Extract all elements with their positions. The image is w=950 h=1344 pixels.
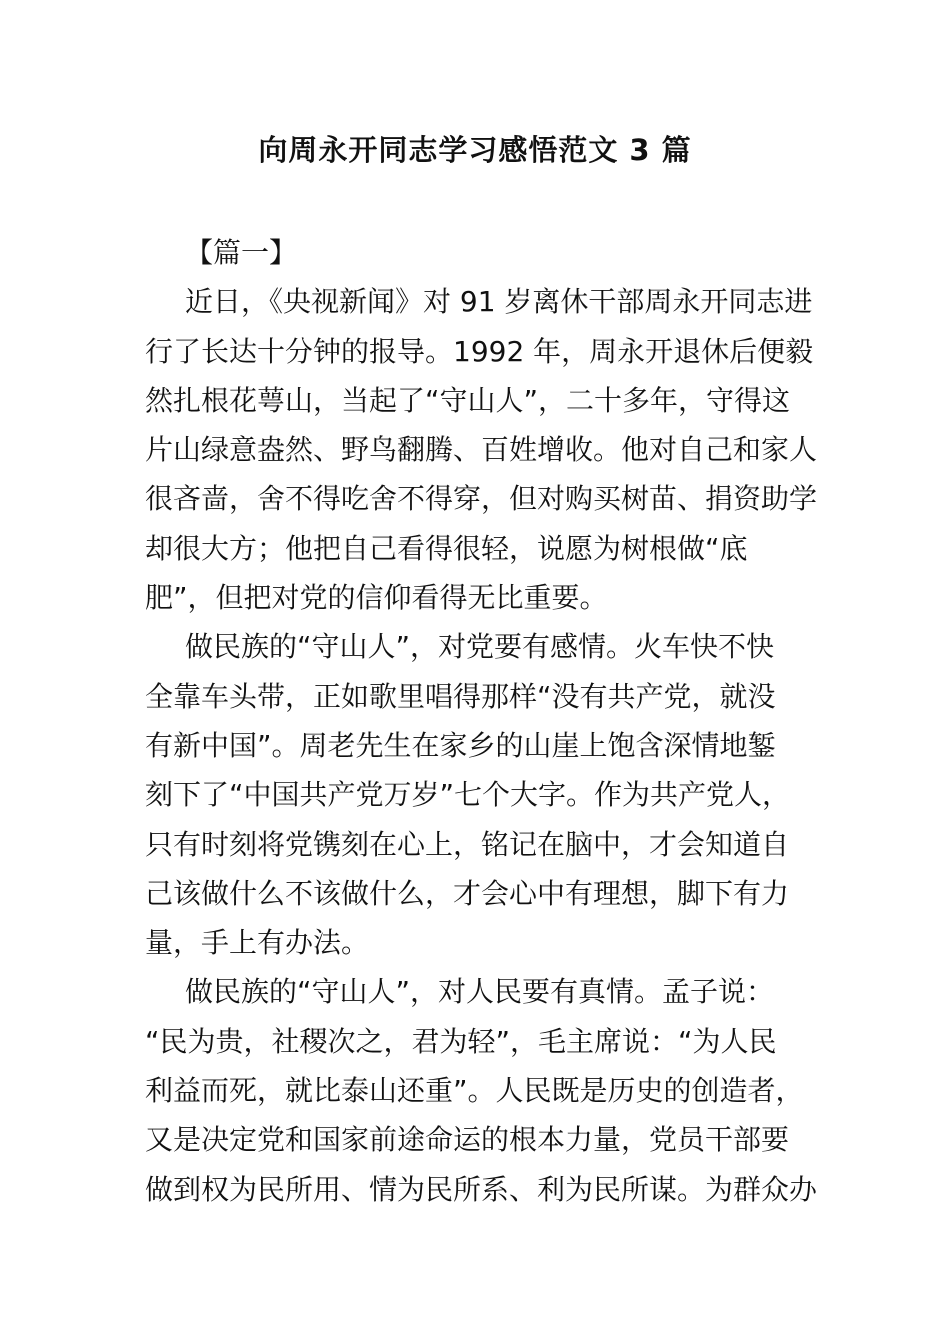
text-line: 刻下了“中国共产党万岁”七个大字。作为共产党人， bbox=[145, 778, 791, 812]
text-line: 肥”，但把对党的信仰看得无比重要。 bbox=[145, 581, 608, 615]
text-line: 很吝啬，舍不得吃舍不得穿，但对购买树苗、捐资助学 bbox=[145, 482, 818, 516]
text-line: 行了长达十分钟的报导。1992 年，周永开退休后便毅 bbox=[145, 334, 814, 368]
paragraph-2 bbox=[145, 622, 815, 967]
text-line: “民为贵，社稷次之，君为轻”，毛主席说：“为人民 bbox=[145, 1024, 777, 1058]
text-line: 己该做什么不该做什么，才会心中有理想，脚下有力 bbox=[145, 876, 790, 910]
text-line: 却很大方；他把自己看得很轻，说愿为树根做“底 bbox=[145, 531, 748, 565]
text-line: 全靠车头带，正如歌里唱得那样“没有共产党，就没 bbox=[145, 679, 776, 713]
text-line: 只有时刻将党镌刻在心上，铭记在脑中，才会知道自 bbox=[145, 827, 790, 861]
text-line: 然扎根花萼山，当起了“守山人”，二十多年，守得这 bbox=[145, 383, 791, 417]
paragraph-1 bbox=[145, 277, 818, 622]
text-line: 量，手上有办法。 bbox=[145, 926, 370, 960]
document-body bbox=[145, 228, 818, 1214]
text-line: 利益而死，就比泰山还重”。人民既是历史的创造者， bbox=[145, 1074, 804, 1108]
text-line: 有新中国”。周老先生在家乡的山崖上饱含深情地錾 bbox=[145, 728, 776, 762]
text-line: 片山绿意盎然、野鸟翻腾、百姓增收。他对自己和家人 bbox=[145, 433, 818, 467]
paragraph-3 bbox=[145, 967, 818, 1213]
text-line: 做到权为民所用、情为民所系、利为民所谋。为群众办 bbox=[145, 1172, 818, 1206]
text-line: 近日，《央视新闻》对 91 岁离休干部周永开同志进 bbox=[185, 285, 813, 319]
text-line: 做民族的“守山人”，对人民要有真情。孟子说： bbox=[185, 975, 775, 1009]
text-line: 又是决定党和国家前途命运的根本力量，党员干部要 bbox=[145, 1123, 790, 1157]
text-line: 做民族的“守山人”，对党要有感情。火车快不快 bbox=[185, 630, 775, 664]
document-title: 向周永开同志学习感悟范文 3 篇 bbox=[258, 133, 692, 167]
section-heading: 【篇一】 bbox=[185, 236, 298, 269]
